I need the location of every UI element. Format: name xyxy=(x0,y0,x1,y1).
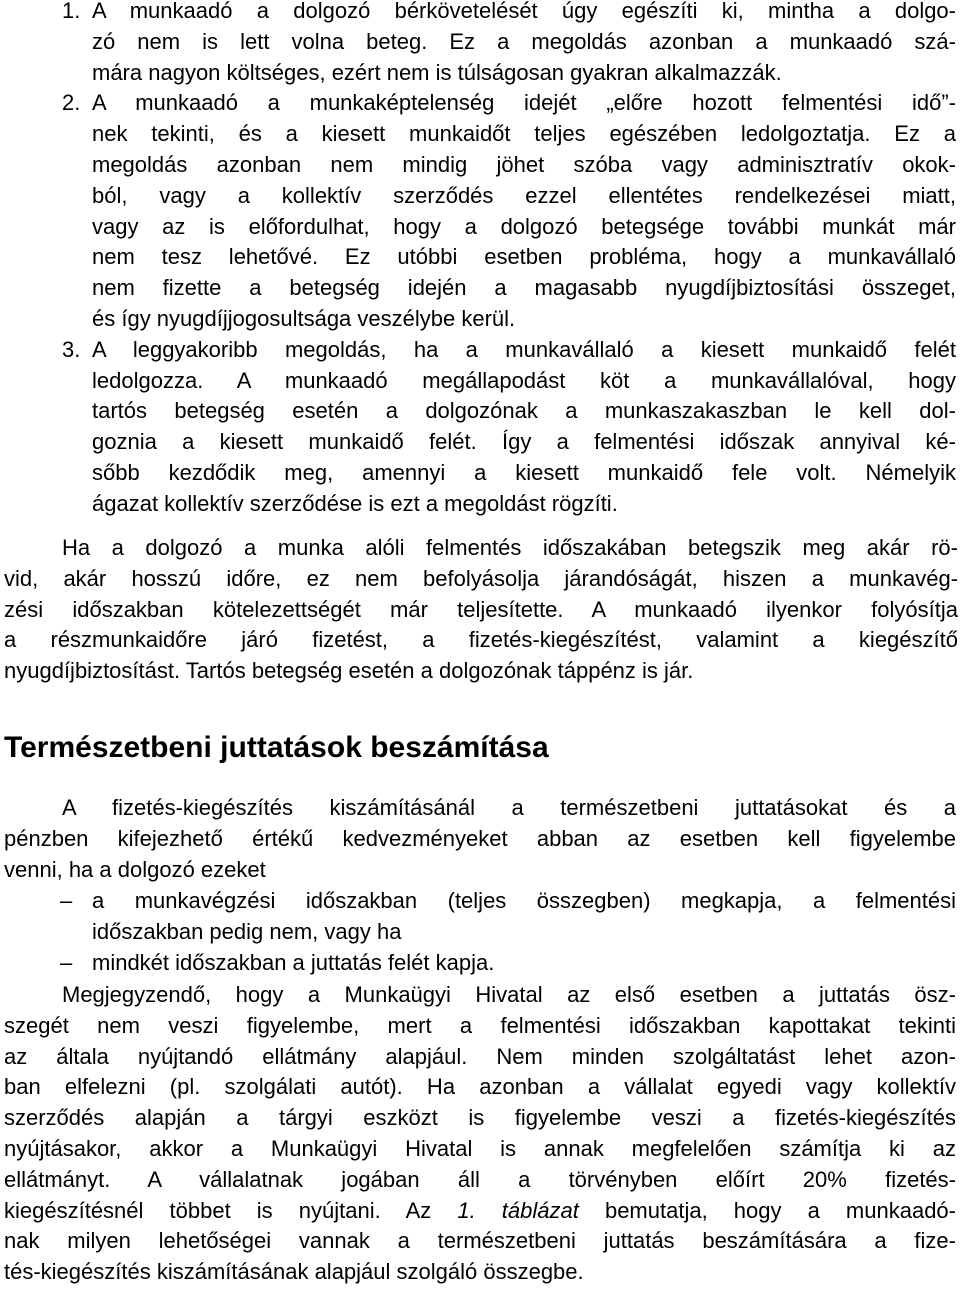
paragraph-line: szerződés alapján a tárgyi eszközt is figyelembe veszi a fizetés-kiegészítés xyxy=(4,1105,956,1131)
paragraph-line: szegét nem veszi figyelembe, mert a felmentési időszakban kapottakat tekinti xyxy=(4,1012,956,1038)
paragraph-line: vid, akár hosszú időre, ez nem befolyásolja járandóságát, hiszen a munkavég- xyxy=(4,565,958,591)
list-number: 1. xyxy=(62,0,81,23)
list-item-line: A leggyakoribb megoldás, ha a munkavállaló a kiesett munkaidő felét xyxy=(92,336,956,362)
text-span: kiegészítésnél többet is nyújtani. Az xyxy=(4,1197,458,1223)
paragraph-line: Ha a dolgozó a munka alóli felmentés időszakában betegszik meg akár rö- xyxy=(62,535,958,560)
list-item-line: goznia a kiesett munkaidő felét. Így a felmentési időszak annyival ké- xyxy=(92,429,956,455)
dash-item-line: a munkavégzési időszakban (teljes összegben) megkapja, a felmentési xyxy=(92,888,956,913)
list-item-line: és így nyugdíjjogosultsága veszélybe kerül. xyxy=(92,306,516,331)
dash-bullet: – xyxy=(60,949,73,975)
paragraph-line: ellátmányt. A vállalatnak jogában áll a törvényben előírt 20% fizetés- xyxy=(4,1166,956,1192)
dash-item-line: mindkét időszakban a juttatás felét kapja. xyxy=(92,949,495,975)
list-item-line: A munkaadó a munkaképtelenség idejét „előre hozott felmentési idő”- xyxy=(92,90,956,116)
list-item-line: A munkaadó a dolgozó bérkövetelését úgy egészíti ki, mintha a dolgo- xyxy=(92,0,956,23)
paragraph-line: zési időszakban kötelezettségét már teljesítette. A munkaadó ilyenkor folyósítja xyxy=(4,596,958,622)
section-heading: Természetbeni juttatások beszámítása xyxy=(4,731,549,764)
paragraph-line: az általa nyújtandó ellátmány alapjául. Nem minden szolgáltatást lehet azon- xyxy=(4,1043,956,1069)
list-item-line: ledolgozza. A munkaadó megállapodást köt a munkavállalóval, hogy xyxy=(92,367,956,393)
paragraph-line: nak milyen lehetőségei vannak a természetbeni juttatás beszámítására a fize- xyxy=(4,1228,956,1254)
list-item-line: ból, vagy a kollektív szerződés ezzel ellentétes rendelkezései miatt, xyxy=(92,182,956,208)
list-number: 3. xyxy=(62,336,81,362)
list-item-line: ágazat kollektív szerződése is ezt a megoldást rögzíti. xyxy=(92,490,618,516)
paragraph-line: venni, ha a dolgozó ezeket xyxy=(4,856,266,882)
list-number: 2. xyxy=(62,90,81,116)
list-item-line: tartós betegség esetén a dolgozónak a munkaszakaszban le kell dol- xyxy=(92,398,956,424)
list-item-line: nem tesz lehetővé. Ez utóbbi esetben probléma, hogy a munkavállaló xyxy=(92,244,956,270)
paragraph-line: pénzben kifejezhető értékű kedvezményeket abban az esetben kell figyelembe xyxy=(4,825,956,851)
list-item-line: megoldás azonban nem mindig jöhet szóba vagy adminisztratív okok- xyxy=(92,152,956,177)
list-item-line: vagy az is előfordulhat, hogy a dolgozó betegsége további munkát már xyxy=(92,213,956,239)
list-item-line: mára nagyon költséges, ezért nem is túlságosan gyakran alkalmazzák. xyxy=(92,59,782,85)
list-item-line: nem fizette a betegség idején a magasabb nyugdíjbiztosítási összeget, xyxy=(92,275,956,301)
dash-bullet: – xyxy=(60,888,73,913)
list-item-line: zó nem is lett volna beteg. Ez a megoldás azonban a munkaadó szá- xyxy=(92,28,956,54)
paragraph-line: nyugdíjbiztosítást. Tartós betegség esetén a dolgozónak táppénz is jár. xyxy=(4,658,694,684)
paragraph-line: a részmunkaidőre járó fizetést, a fizetés-kiegészítést, valamint a kiegészítő xyxy=(4,627,958,653)
paragraph-line: Megjegyzendő, hogy a Munkaügyi Hivatal az első esetben a juttatás ösz- xyxy=(62,982,956,1007)
paragraph-line: nyújtásakor, akkor a Munkaügyi Hivatal is annak megfelelően számítja ki az xyxy=(4,1136,956,1161)
paragraph-line: A fizetés-kiegészítés kiszámításánál a természetbeni juttatásokat és a xyxy=(62,795,956,820)
list-item-line: sőbb kezdődik meg, amennyi a kiesett munkaidő fele volt. Némelyik xyxy=(92,460,956,485)
table-reference: 1. táblázat xyxy=(457,1197,579,1223)
dash-item-line: időszakban pedig nem, vagy ha xyxy=(92,918,402,944)
paragraph-line: tés-kiegészítés kiszámításának alapjául szolgáló összegbe. xyxy=(4,1259,584,1285)
paragraph-line xyxy=(4,1196,956,1226)
paragraph-line: ban elfelezni (pl. szolgálati autót). Ha azonban a vállalat egyedi vagy kollektív xyxy=(4,1074,956,1100)
list-item-line: nek tekinti, és a kiesett munkaidőt teljes egészében ledolgoztatja. Ez a xyxy=(92,121,956,147)
text-span: bemutatja, hogy a munkaadó- xyxy=(578,1197,956,1223)
